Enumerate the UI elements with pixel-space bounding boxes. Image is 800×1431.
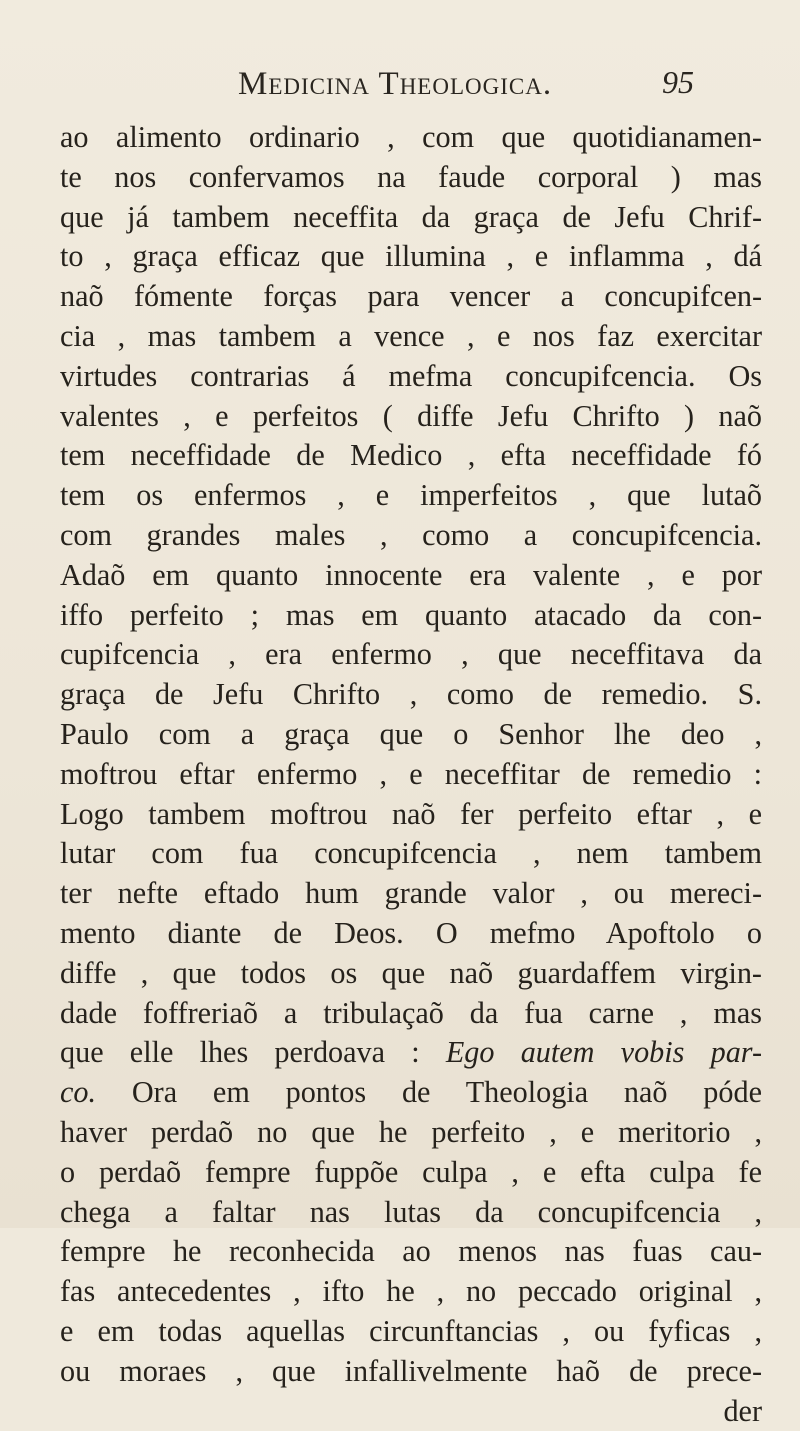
- text-line: chega a faltar nas lutas da concupifcencia ,: [60, 1193, 762, 1233]
- text-line: virtudes contrarias á mefma concupifcencia. Os: [60, 357, 762, 397]
- text-line: cia , mas tambem a vence , e nos faz exercitar: [60, 317, 762, 357]
- text-line: moftrou eftar enfermo , e neceffitar de remedio :: [60, 755, 762, 795]
- text-line: e em todas aquellas circunftancias , ou fyficas ,: [60, 1312, 762, 1352]
- text-line: fas antecedentes , ifto he , no peccado original ,: [60, 1272, 762, 1312]
- text-line: com grandes males , como a concupifcencia.: [60, 516, 762, 556]
- text-line: lutar com fua concupifcencia , nem tambem: [60, 834, 762, 874]
- text-line: naõ fómente forças para vencer a concupifcen-: [60, 277, 762, 317]
- text-line: ao alimento ordinario , com que quotidianamen-: [60, 118, 762, 158]
- page-number: 95: [662, 64, 694, 101]
- text-line: Paulo com a graça que o Senhor lhe deo ,: [60, 715, 762, 755]
- text-line: iffo perfeito ; mas em quanto atacado da con-: [60, 596, 762, 636]
- latin-quote-end: co.: [60, 1075, 96, 1109]
- text-line: Adaõ em quanto innocente era valente , e por: [60, 556, 762, 596]
- text-line: valentes , e perfeitos ( diffe Jefu Chrifto ) naõ: [60, 397, 762, 437]
- text-line: diffe , que todos os que naõ guardaffem virgin-: [60, 954, 762, 994]
- text-line: dade foffreriaõ a tribulaçaõ da fua carne , mas: [60, 994, 762, 1034]
- text-line: tem os enfermos , e imperfeitos , que lutaõ: [60, 476, 762, 516]
- text-line: tem neceffidade de Medico , efta neceffidade fó: [60, 436, 762, 476]
- text-line: cupifcencia , era enfermo , que neceffitava da: [60, 635, 762, 675]
- running-title: Medicina Theologica.: [238, 66, 552, 103]
- text-line: te nos confervamos na faude corporal ) mas: [60, 158, 762, 198]
- text-line-segment: que elle lhes perdoava :: [60, 1035, 420, 1069]
- text-line-with-quote: [60, 1073, 762, 1113]
- text-line: fempre he reconhecida ao menos nas fuas cau-: [60, 1232, 762, 1272]
- text-line: Logo tambem moftrou naõ fer perfeito eftar , e: [60, 795, 762, 835]
- latin-quote: Ego autem vobis par-: [446, 1035, 762, 1069]
- text-line: o perdaõ fempre fuppõe culpa , e efta culpa fe: [60, 1153, 762, 1193]
- text-line: graça de Jefu Chrifto , como de remedio. S.: [60, 675, 762, 715]
- catchword: der: [60, 1392, 762, 1431]
- text-line: haver perdaõ no que he perfeito , e meritorio ,: [60, 1113, 762, 1153]
- body-text: [60, 118, 762, 1431]
- text-line-segment: Ora em pontos de Theologia naõ póde: [96, 1075, 762, 1109]
- text-line: que já tambem neceffita da graça de Jefu Chrif-: [60, 198, 762, 238]
- page-header: [0, 60, 800, 110]
- text-line-with-quote: [60, 1033, 762, 1073]
- text-line: mento diante de Deos. O mefmo Apoftolo o: [60, 914, 762, 954]
- text-line: ter nefte eftado hum grande valor , ou mereci-: [60, 874, 762, 914]
- text-line: to , graça efficaz que illumina , e inflamma , dá: [60, 237, 762, 277]
- text-line: ou moraes , que infallivelmente haõ de prece-: [60, 1352, 762, 1392]
